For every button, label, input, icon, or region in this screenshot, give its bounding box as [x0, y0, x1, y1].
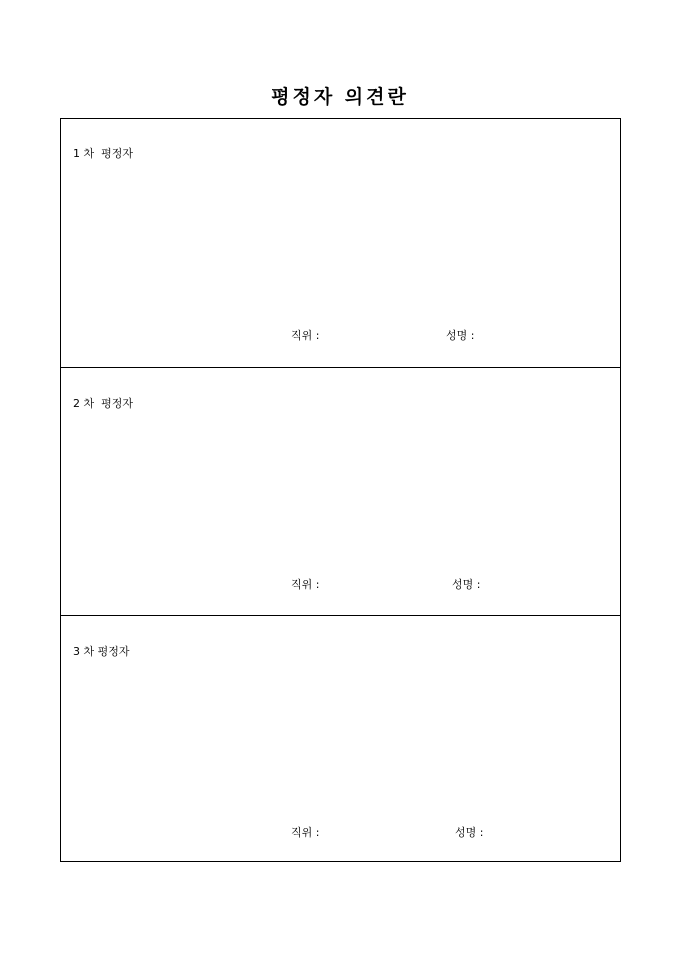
section-label: 3 차 평정자 — [73, 645, 130, 658]
evaluator-section-2[interactable] — [61, 367, 620, 615]
name-label: 성명 : — [455, 826, 484, 839]
name-label: 성명 : — [446, 329, 475, 342]
evaluator-section-1[interactable] — [61, 119, 620, 367]
name-label: 성명 : — [452, 578, 481, 591]
position-label: 직위 : — [291, 329, 320, 342]
position-label: 직위 : — [291, 826, 320, 839]
page-title: 평정자 의견란 — [271, 86, 409, 108]
section-label: 1 차 평정자 — [73, 147, 133, 160]
evaluator-section-3[interactable] — [61, 615, 620, 863]
position-label: 직위 : — [291, 578, 320, 591]
evaluator-opinion-table — [60, 118, 621, 862]
section-label: 2 차 평정자 — [73, 397, 133, 410]
